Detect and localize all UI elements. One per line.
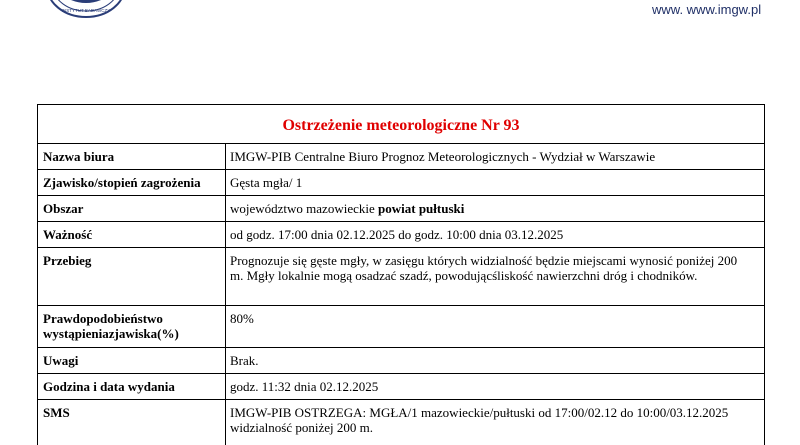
row-value: Gęsta mgła/ 1 — [230, 175, 303, 190]
warning-title-row — [38, 105, 764, 144]
row-label: Uwagi — [38, 348, 226, 373]
row-value — [226, 196, 764, 221]
table-row-course — [38, 248, 764, 306]
row-label: Przebieg — [38, 248, 226, 305]
row-value: Brak. — [230, 353, 259, 368]
warning-title: Ostrzeżenie meteorologiczne Nr 93 — [282, 117, 520, 134]
warning-table — [37, 104, 765, 445]
row-value: IMGW-PIB OSTRZEGA: MGŁA/1 mazowieckie/pułtuski od 17:00/02.12 do 10:00/03.12.2025 widzialność poniżej 200 m. — [230, 405, 729, 435]
table-row-sms — [38, 400, 764, 445]
table-row-probability — [38, 306, 764, 348]
row-label: SMS — [38, 400, 226, 445]
area-county: powiat pułtuski — [378, 201, 465, 216]
row-value: IMGW-PIB Centralne Biuro Prognoz Meteorologicznych - Wydział w Warszawie — [230, 149, 656, 164]
row-label: Obszar — [38, 196, 226, 221]
row-label: Zjawisko/stopień zagrożenia — [38, 170, 226, 195]
row-label: Prawdopodobieństwo wystąpieniazjawiska(%) — [38, 306, 226, 347]
logo-caption: INSTYTUT BADAWCZY — [61, 8, 111, 13]
row-value: godz. 11:32 dnia 02.12.2025 — [230, 379, 379, 394]
table-row-validity — [38, 222, 764, 248]
table-row-phenomenon — [38, 170, 764, 196]
row-value: od godz. 17:00 dnia 02.12.2025 do godz. 10:00 dnia 03.12.2025 — [230, 227, 564, 242]
area-region: województwo mazowieckie — [230, 201, 379, 216]
table-row-office — [38, 144, 764, 170]
row-label: Nazwa biura — [38, 144, 226, 169]
table-row-area — [38, 196, 764, 222]
table-row-issued — [38, 374, 764, 400]
row-value: Prognozuje się gęste mgły, w zasięgu których widzialność będzie miejscami wynosić poniżej 200 m. Mgły lokalnie mogą osadzać szadź, powodującśliskość nawierzchni dróg i chodników. — [230, 253, 738, 283]
row-value: 80% — [230, 311, 254, 326]
table-row-remarks — [38, 348, 764, 374]
row-label: Godzina i data wydania — [38, 374, 226, 399]
row-label: Ważność — [38, 222, 226, 247]
website-link[interactable]: www. www.imgw.pl — [652, 2, 762, 17]
imgw-logo-icon — [45, 0, 127, 18]
